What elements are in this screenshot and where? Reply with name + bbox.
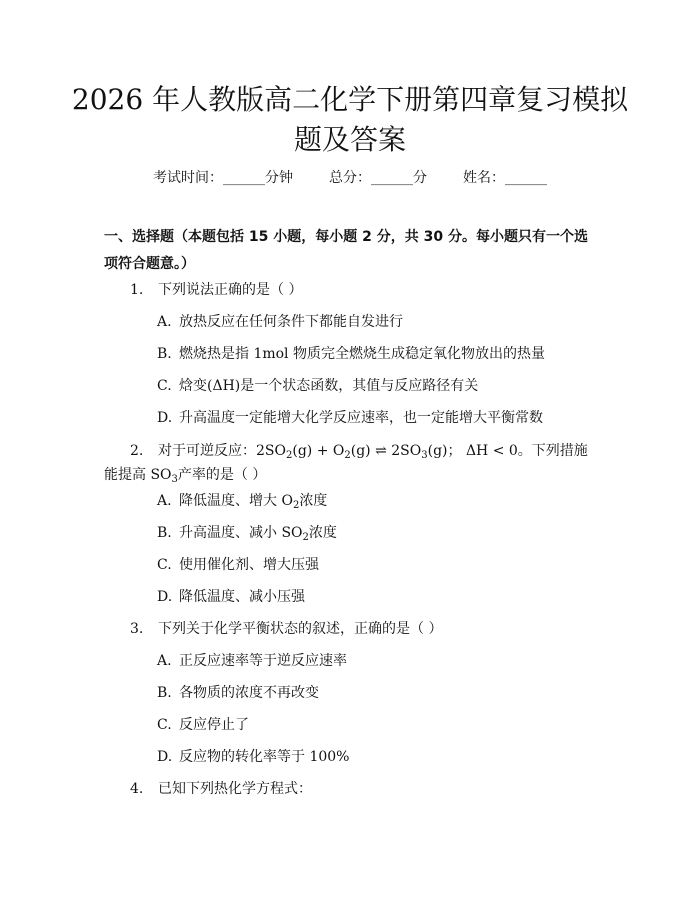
option-letter: C. [157,378,172,394]
student-name-field: 姓名：______ [463,170,547,186]
option-text: 燃烧热是指 1mol 物质完全燃烧生成稳定氧化物放出的热量 [179,346,545,362]
question-1-option-a [157,311,403,333]
question-2-option-b [157,522,337,544]
question-number: 1. [130,282,144,298]
option-letter: A. [157,493,172,509]
option-text: 升高温度一定能增大化学反应速率，也一定能增大平衡常数 [179,410,543,426]
question-number: 2. [130,443,144,459]
option-letter: A. [157,653,172,669]
question-1-option-c [157,375,478,397]
option-letter: C. [157,717,172,733]
section-1-header: 一、选择题（本题包括 15 小题，每小题 2 分，共 30 分。每小题只有一个选项符合题意。） [104,229,588,272]
option-letter: B. [157,685,172,701]
option-letter: A. [157,314,172,330]
question-3-option-a [157,650,347,672]
question-3-option-d [157,746,349,768]
option-text: 放热反应在任何条件下都能自发进行 [179,314,403,330]
document-title-line-1: 2026 年人教版高二化学下册第四章复习模拟 [71,83,629,116]
option-letter: D. [157,749,173,765]
question-3-option-c [157,714,249,736]
question-3 [130,618,442,640]
question-3-option-b [157,682,319,704]
question-stem: 已知下列热化学方程式： [158,781,312,797]
question-4 [130,778,312,800]
option-text: 反应停止了 [179,717,249,733]
option-text: 降低温度、增大 $O_2$浓度 [179,493,328,511]
question-2-option-d [157,586,305,608]
question-1 [130,279,302,301]
question-1-option-d [157,407,543,429]
question-2 [104,439,599,487]
option-letter: C. [157,557,172,573]
total-score-field: 总分：______分 [329,170,427,186]
question-stem: 下列关于化学平衡状态的叙述，正确的是（ ） [158,621,443,637]
option-text: 升高温度、减小 $SO_2$浓度 [179,525,337,543]
option-text: 降低温度、减小压强 [179,589,305,605]
exam-time-field: 考试时间：______分钟 [153,170,293,186]
option-text: 焓变(ΔH)是一个状态函数，其值与反应路径有关 [179,378,479,394]
option-letter: D. [157,410,173,426]
question-2-option-a [157,490,327,512]
option-text: 使用催化剂、增大压强 [179,557,319,573]
question-stem: 对于可逆反应：$2SO_2(g) + O_2(g)$ ⇌ $2SO_3(g)$； ΔH < 0。下列措施能提高 $SO_3$产率的是（ ） [104,443,588,485]
question-2-option-c [157,554,319,576]
option-letter: D. [157,589,173,605]
option-text: 正反应速率等于逆反应速率 [179,653,347,669]
option-letter: B. [157,525,172,541]
question-1-option-b [157,343,545,365]
question-stem: 下列说法正确的是（ ） [158,282,303,298]
document-title-line-2: 题及答案 [293,123,406,156]
exam-info-line [0,167,700,189]
question-number: 4. [130,781,144,797]
option-text: 各物质的浓度不再改变 [179,685,319,701]
option-letter: B. [157,346,172,362]
question-number: 3. [130,621,144,637]
option-text: 反应物的转化率等于 100% [179,749,350,765]
